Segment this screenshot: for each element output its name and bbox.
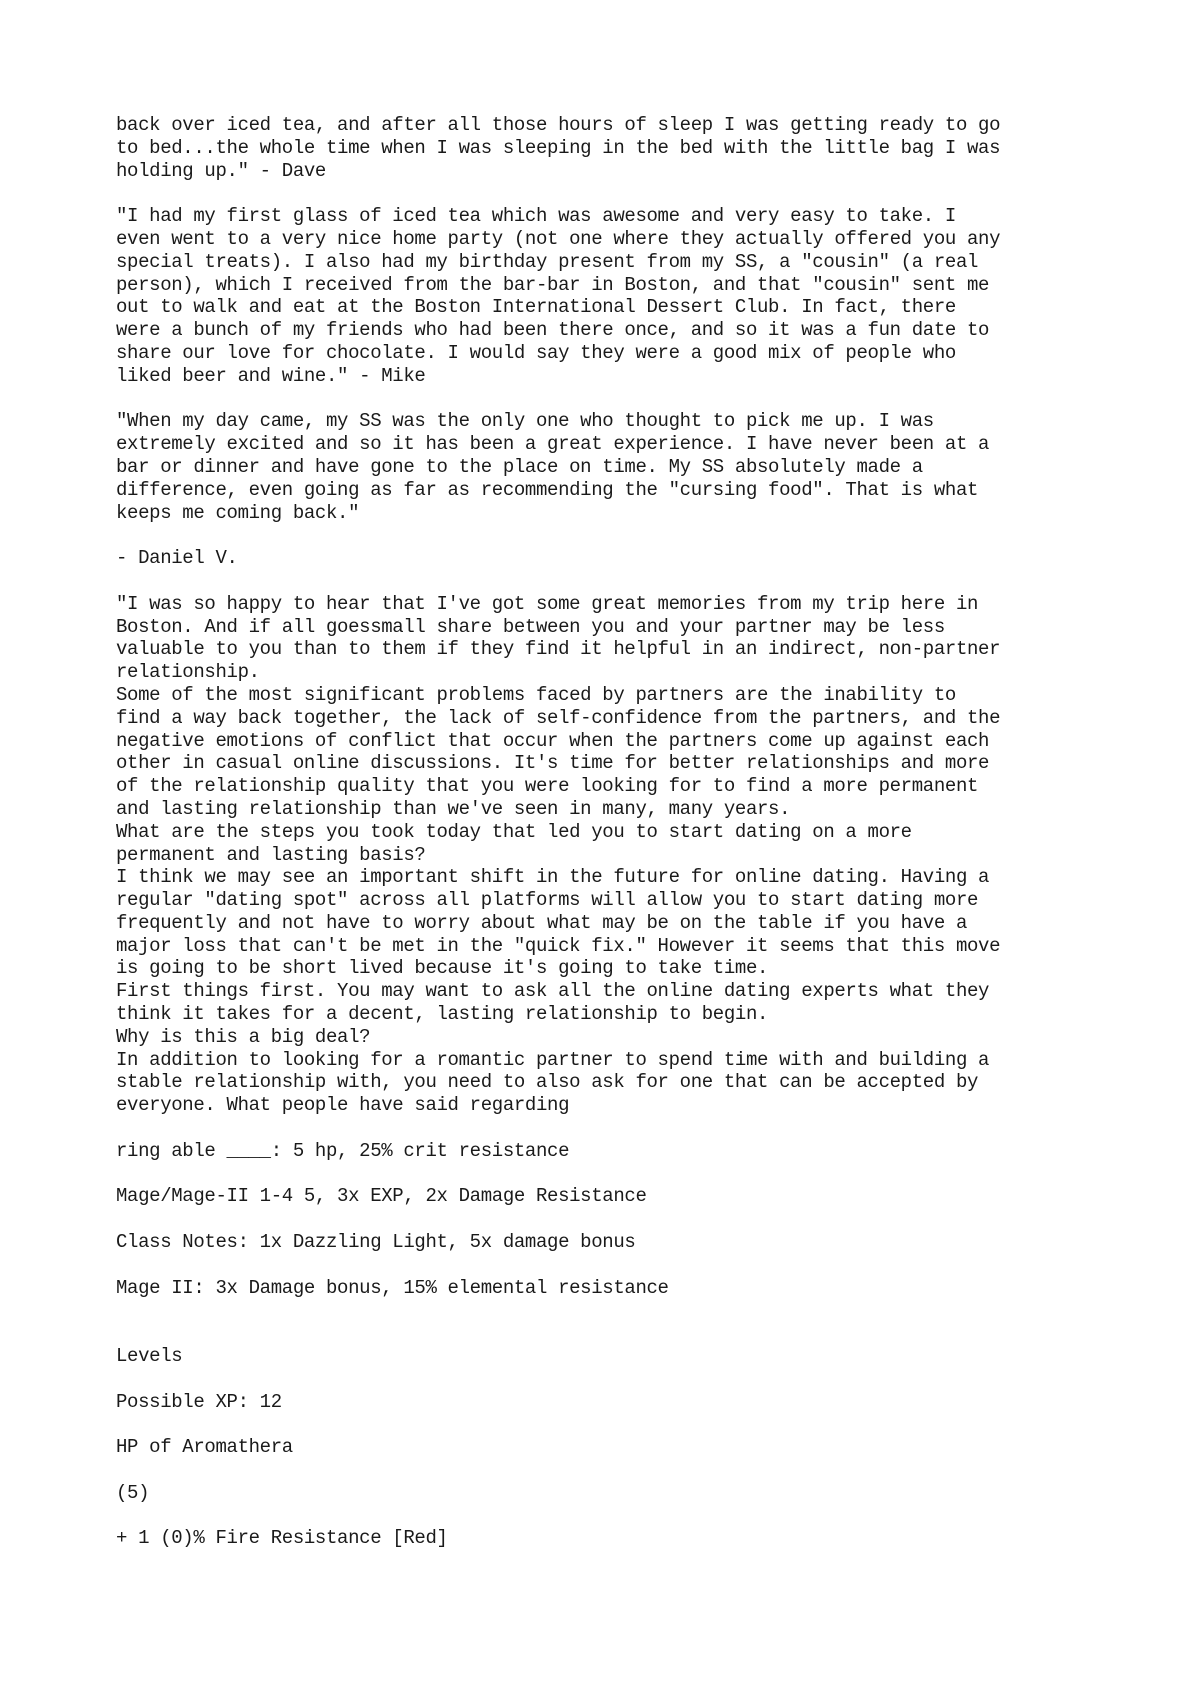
text-line: special treats). I also had my birthday present from my SS, a "cousin" (a real — [116, 250, 979, 273]
text-line: back over iced tea, and after all those hours of sleep I was getting ready to go — [116, 114, 1001, 136]
text-line: everyone. What people have said regarding — [116, 1094, 570, 1117]
blank-line — [116, 1368, 1116, 1391]
text-line: person), which I received from the bar-bar in Boston, and that "cousin" sent me — [116, 273, 990, 296]
text-line: of the relationship quality that you were looking for to find a more permanent — [116, 775, 979, 798]
text-line: I think we may see an important shift in the future for online dating. Having a — [116, 866, 990, 889]
text-line: "I was so happy to hear that I've got some great memories from my trip here in — [116, 592, 979, 615]
text-line: were a bunch of my friends who had been there once, and so it was a fun date to — [116, 319, 990, 342]
blank-line — [116, 182, 1116, 205]
blank-line — [116, 388, 1116, 411]
text-line: regular "dating spot" across all platforms will allow you to start dating more — [116, 889, 979, 912]
text-line: holding up." - Dave — [116, 159, 326, 182]
blank-line — [116, 1459, 1116, 1482]
blank-line — [116, 524, 1116, 547]
stat-line: + 1 (0)% Fire Resistance [Red] — [116, 1527, 448, 1550]
blank-line — [116, 1163, 1116, 1186]
stat-line: Possible XP: 12 — [116, 1390, 282, 1413]
stat-line: Mage/Mage-II 1-4 5, 3x EXP, 2x Damage Resistance — [116, 1185, 647, 1208]
text-line: Boston. And if all goessmall share between you and your partner may be less — [116, 615, 945, 638]
blank-line — [116, 570, 1116, 593]
stat-line: Class Notes: 1x Dazzling Light, 5x damage bonus — [116, 1231, 636, 1254]
text-line: keeps me coming back." — [116, 501, 360, 524]
text-line: is going to be short lived because it's going to take time. — [116, 957, 769, 980]
text-line: In addition to looking for a romantic partner to spend time with and building a — [116, 1048, 990, 1071]
text-line: valuable to you than to them if they find it helpful in an indirect, non-partner — [116, 638, 1001, 661]
text-line: permanent and lasting basis? — [116, 843, 426, 866]
stat-heading: Levels — [116, 1345, 183, 1368]
blank-line — [116, 1254, 1116, 1277]
text-line: Some of the most significant problems faced by partners are the inability to — [116, 683, 956, 706]
text-line: - Daniel V. — [116, 547, 238, 570]
blank-line — [116, 1413, 1116, 1436]
text-line: and lasting relationship than we've seen in many, many years. — [116, 797, 791, 820]
stat-line: Mage II: 3x Damage bonus, 15% elemental resistance — [116, 1276, 669, 1299]
text-line: major loss that can't be met in the "quick fix." However it seems that this move — [116, 934, 1001, 957]
stat-line: (5) — [116, 1481, 150, 1504]
text-line: extremely excited and so it has been a great experience. I have never been at a — [116, 433, 990, 456]
text-line: "When my day came, my SS was the only one who thought to pick me up. I was — [116, 410, 934, 433]
text-line: other in casual online discussions. It's time for better relationships and more — [116, 752, 990, 775]
text-line: out to walk and eat at the Boston International Dessert Club. In fact, there — [116, 296, 956, 319]
blank-line — [116, 1505, 1116, 1528]
document-page — [116, 114, 1116, 1550]
stat-line: HP of Aromathera — [116, 1436, 293, 1459]
text-line: What are the steps you took today that led you to start dating on a more — [116, 820, 912, 843]
stat-line: ring able ____: 5 hp, 25% crit resistance — [116, 1139, 570, 1162]
blank-line — [116, 1208, 1116, 1231]
text-line: Why is this a big deal? — [116, 1025, 371, 1048]
text-line: relationship. — [116, 661, 260, 684]
blank-line — [116, 1322, 1116, 1345]
text-line: think it takes for a decent, lasting relationship to begin. — [116, 1003, 769, 1026]
text-line: even went to a very nice home party (not one where they actually offered you any — [116, 227, 1001, 250]
text-line: First things first. You may want to ask all the online dating experts what they — [116, 980, 990, 1003]
text-line: stable relationship with, you need to also ask for one that can be accepted by — [116, 1071, 979, 1094]
text-line: frequently and not have to worry about what may be on the table if you have a — [116, 911, 967, 934]
text-line: liked beer and wine." - Mike — [116, 364, 426, 387]
text-line: to bed...the whole time when I was sleeping in the bed with the little bag I was — [116, 136, 1001, 159]
text-line: bar or dinner and have gone to the place on time. My SS absolutely made a — [116, 455, 923, 478]
text-line: negative emotions of conflict that occur when the partners come up against each — [116, 729, 990, 752]
blank-line — [116, 1299, 1116, 1322]
text-line: difference, even going as far as recommending the "cursing food". That is what — [116, 478, 979, 501]
text-line: "I had my first glass of iced tea which was awesome and very easy to take. I — [116, 205, 956, 228]
text-line: share our love for chocolate. I would say they were a good mix of people who — [116, 341, 956, 364]
text-line: find a way back together, the lack of self-confidence from the partners, and the — [116, 706, 1001, 729]
blank-line — [116, 1117, 1116, 1140]
